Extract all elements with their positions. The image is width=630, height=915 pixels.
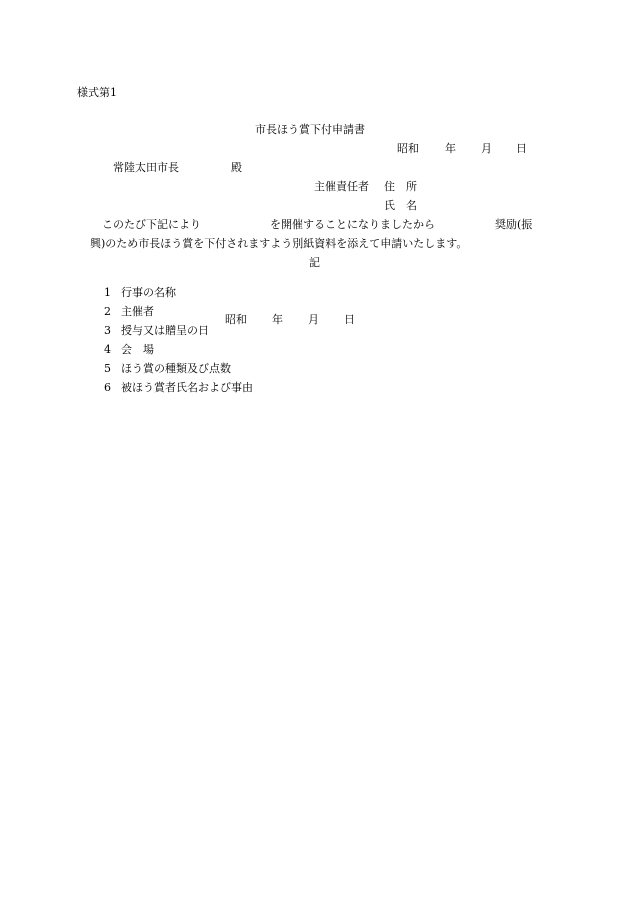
item-number: 1	[104, 286, 111, 299]
item-number: 4	[104, 343, 111, 356]
item-label: 授与又は贈呈の日	[121, 324, 209, 337]
body-line1-part2: を開催することになりましたから	[270, 218, 435, 231]
date-month-unit: 月	[481, 142, 492, 155]
address-label: 住 所	[384, 180, 417, 193]
body-line1-part3: 奨励(振	[495, 218, 533, 231]
form-label: 様式第1	[77, 86, 117, 99]
list-item	[90, 371, 253, 404]
body-line1-part1: このたび下記により	[102, 218, 201, 231]
date-era: 昭和	[397, 142, 419, 155]
addressee-name: 常陸太田市長	[113, 161, 179, 174]
body-line2: 興)のため市長ほう賞を下付されますよう別紙資料を添えて申請いたします。	[90, 237, 468, 250]
date-year-unit: 年	[445, 142, 456, 155]
item-label: 会 場	[121, 343, 154, 356]
item3-date-year-unit: 年	[272, 313, 283, 326]
item-label: 主催者	[121, 305, 154, 318]
item3-date-month-unit: 月	[308, 313, 319, 326]
item-number: 6	[104, 381, 111, 394]
date-day-unit: 日	[516, 142, 527, 155]
item-number: 2	[104, 305, 111, 318]
item3-date-era: 昭和	[225, 313, 247, 326]
document-title: 市長ほう賞下付申請書	[255, 123, 365, 136]
item-label: ほう賞の種類及び点数	[121, 362, 231, 375]
ki-heading: 記	[309, 256, 320, 269]
item-label: 被ほう賞者氏名および事由	[121, 381, 253, 394]
item-label: 行事の名称	[121, 286, 176, 299]
item-number: 5	[104, 362, 111, 375]
organizer-label: 主催責任者	[314, 180, 369, 193]
addressee-honorific: 殿	[231, 161, 242, 174]
name-label: 氏 名	[384, 199, 417, 212]
item3-date-day-unit: 日	[344, 313, 355, 326]
item-number: 3	[104, 324, 111, 337]
